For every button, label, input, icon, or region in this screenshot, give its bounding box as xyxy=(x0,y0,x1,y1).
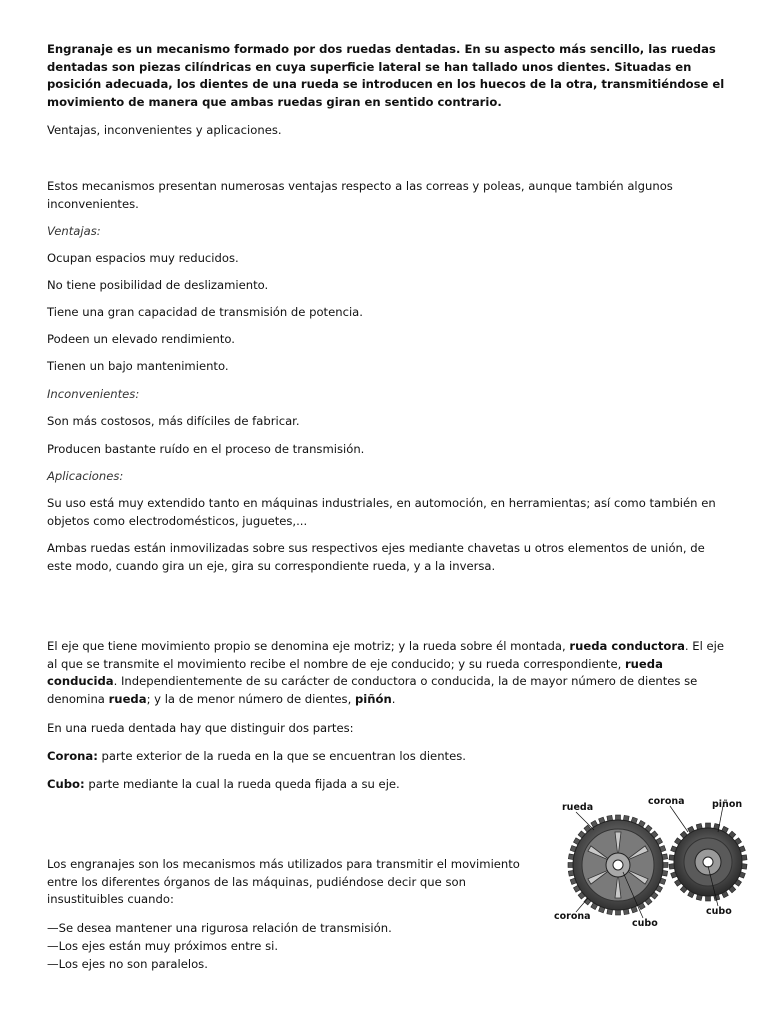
inconveniente-item: Producen bastante ruído en el proceso de transmisión. xyxy=(47,442,365,456)
aplicaciones-title: Aplicaciones: xyxy=(47,469,124,483)
ventaja-item: Ocupan espacios muy reducidos. xyxy=(47,251,239,265)
label-cubo-right: cubo xyxy=(706,906,732,917)
condicion-item: —Se desea mantener una rigurosa relación de transmisión. xyxy=(47,921,392,935)
term-rueda: rueda xyxy=(108,691,147,706)
usos-paragraph: Los engranajes son los mecanismos más utilizados para transmitir el movimiento entre los diferentes órganos de las máquinas, pudiéndose decir que son insustituibles cuando: xyxy=(47,857,520,906)
section-heading: Ventajas, inconvenientes y aplicaciones. xyxy=(47,123,282,137)
eje-text-1: El eje que tiene movimiento propio se denomina eje motriz; y la rueda sobre él montada, xyxy=(47,639,570,653)
corona-definition xyxy=(47,748,727,766)
condicion-item: —Los ejes no son paralelos. xyxy=(47,957,208,971)
ventajas-title: Ventajas: xyxy=(47,224,101,238)
advantages-intro: Estos mecanismos presentan numerosas ventajas respecto a las correas y poleas, aunque también algunos inconvenientes. xyxy=(47,179,673,211)
ventaja-item: Podeen un elevado rendimiento. xyxy=(47,332,235,346)
term-corona: Corona: xyxy=(47,749,98,763)
large-gear xyxy=(568,815,668,915)
eje-text-4: ; y la de menor número de dientes, xyxy=(146,691,355,706)
cubo-def: parte mediante la cual la rueda queda fijada a su eje. xyxy=(84,777,400,791)
label-corona-top: corona xyxy=(648,796,685,807)
label-cubo-left: cubo xyxy=(632,918,658,929)
term-rueda-conductora: rueda conductora xyxy=(569,639,685,653)
label-rueda: rueda xyxy=(562,802,594,813)
inconveniente-item: Son más costosos, más difíciles de fabricar. xyxy=(47,414,300,428)
label-corona-bottom: corona xyxy=(554,911,591,922)
term-rueda-conducida: rueda conducida xyxy=(47,656,663,688)
eje-paragraph xyxy=(47,638,727,708)
small-gear xyxy=(669,823,747,901)
inconvenientes-title: Inconvenientes: xyxy=(47,387,140,401)
label-pinon: piñon xyxy=(712,799,743,810)
ventaja-item: Tienen un bajo mantenimiento. xyxy=(47,359,229,373)
eje-text-3: . Independientemente de su carácter de conductora o conducida, la de mayor número de dientes se denomina xyxy=(47,674,698,706)
term-pinon: piñón xyxy=(354,691,392,706)
eje-text-5: . xyxy=(391,691,396,706)
eje-text-2: . El eje al que se transmite el movimiento recibe el nombre de eje conducido; y su rueda correspondiente, xyxy=(47,639,725,671)
ambas-paragraph: Ambas ruedas están inmovilizadas sobre sus respectivos ejes mediante chavetas u otros elementos de unión, de este modo, cuando gira un eje, gira su correspondiente rueda, y a la inversa. xyxy=(47,541,705,573)
intro-paragraph xyxy=(47,41,727,111)
term-engranaje: Engranaje xyxy=(47,42,113,56)
corona-def: parte exterior de la rueda en la que se encuentran los dientes. xyxy=(97,749,466,763)
gears-figure xyxy=(548,790,758,940)
ventaja-item: Tiene una gran capacidad de transmisión de potencia. xyxy=(47,305,363,319)
term-cubo: Cubo: xyxy=(47,777,85,791)
partes-paragraph: En una rueda dentada hay que distinguir dos partes: xyxy=(47,721,354,735)
ventaja-item: No tiene posibilidad de deslizamiento. xyxy=(47,278,269,292)
condicion-item: —Los ejes están muy próximos entre si. xyxy=(47,939,279,953)
intro-text: es un mecanismo formado por dos ruedas dentadas. En su aspecto más sencillo, las ruedas dentadas son piezas cilíndricas en cuya superficie lateral se han tallado unos dientes. Situadas en posición adecuada, los dientes de una rueda se introducen en los huecos de la otra, transmitiéndose el movimiento de manera que ambas ruedas giran en sentido contrario. xyxy=(47,42,725,109)
aplicaciones-text: Su uso está muy extendido tanto en máquinas industriales, en automoción, en herramientas; así como también en objetos como electrodomésticos, juguetes,... xyxy=(47,496,716,528)
